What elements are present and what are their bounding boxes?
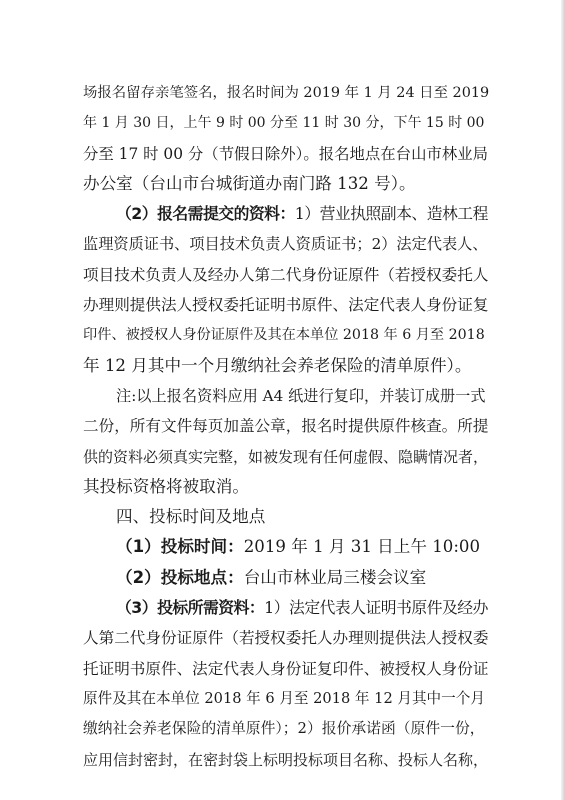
- text-line: （2）报名需提交的资料：1）营业执照副本、造林工程: [116, 204, 488, 224]
- materials-label: （2）报名需提交的资料：: [116, 204, 295, 224]
- text-line: 年 1 月 30 日，上午 9 时 00 分至 11 时 30 分，下午 15 时 00: [83, 115, 485, 132]
- section-four: [83, 502, 488, 775]
- bid-materials-label: （3）投标所需资料：: [116, 598, 265, 618]
- text-line: 二份，所有文件每页加盖公章，报名时提供原件核查。所提: [83, 417, 489, 436]
- text-line: 托证明书原件、法定代表人身份证复印件、被授权人身份证: [83, 659, 489, 678]
- bid-materials-line: （3）投标所需资料：1）法定代表人证明书原件及经办: [116, 598, 488, 618]
- text-line: 原件及其在本单位 2018 年 6 月至 2018 年 12 月其中一个月: [83, 689, 485, 707]
- page-edge: [561, 0, 565, 800]
- text-line: 办理则提供法人授权委托证明书原件、法定代表人身份证复: [83, 296, 489, 315]
- text-line: 办公室（台山市台城街道办南门路 132 号）。: [83, 173, 416, 193]
- text-line: 场报名留存亲笔签名，报名时间为 2019 年 1 月 24 日至 2019: [83, 85, 490, 101]
- text-line: 印件、被授权人身份证原件及其在本单位 2018 年 6 月至 2018: [83, 327, 485, 344]
- text-line: 监理资质证书、项目技术负责人资质证书；2）法定代表人、: [83, 235, 488, 254]
- bid-time-label: （1）投标时间：: [116, 537, 244, 557]
- text-line: 年 12 月其中一个月缴纳社会养老保险的清单原件）。: [83, 355, 472, 375]
- paragraph-registration: [83, 78, 488, 199]
- text-line: 人第二代身份证原件（若授权委托人办理则提供法人授权委: [83, 629, 489, 648]
- bid-place-label: （2）投标地点：: [116, 567, 244, 587]
- text-line: 其投标资格将被取消。: [83, 476, 249, 496]
- paragraph-note: [83, 381, 488, 502]
- text-line: 缴纳社会养老保险的清单原件）；2）报价承诺函（原件一份，: [83, 720, 485, 738]
- document-body: [83, 78, 488, 775]
- bid-place-value: 台山市林业局三楼会议室: [243, 567, 427, 587]
- text-line: 项目技术负责人及经办人第二代身份证原件（若授权委托人: [83, 265, 489, 284]
- text-line: 应用信封密封，在密封袋上标明投标项目名称、投标人名称，: [83, 750, 489, 769]
- bid-place-line: [83, 563, 488, 593]
- text-line: 注:以上报名资料应用 A4 纸进行复印，并装订成册一式: [116, 386, 486, 405]
- bid-time-line: [83, 532, 488, 562]
- text-line: 分至 17 时 00 分（节假日除外）。报名地点在台山市林业局: [83, 144, 489, 163]
- section-heading: 四、投标时间及地点: [116, 507, 266, 527]
- text-line: 供的资料必须真实完整，如被发现有任何虚假、隐瞒情况者，: [83, 447, 489, 466]
- paragraph-materials: [83, 199, 488, 381]
- bid-time-value: 2019 年 1 月 31 日上午 10:00: [243, 537, 481, 557]
